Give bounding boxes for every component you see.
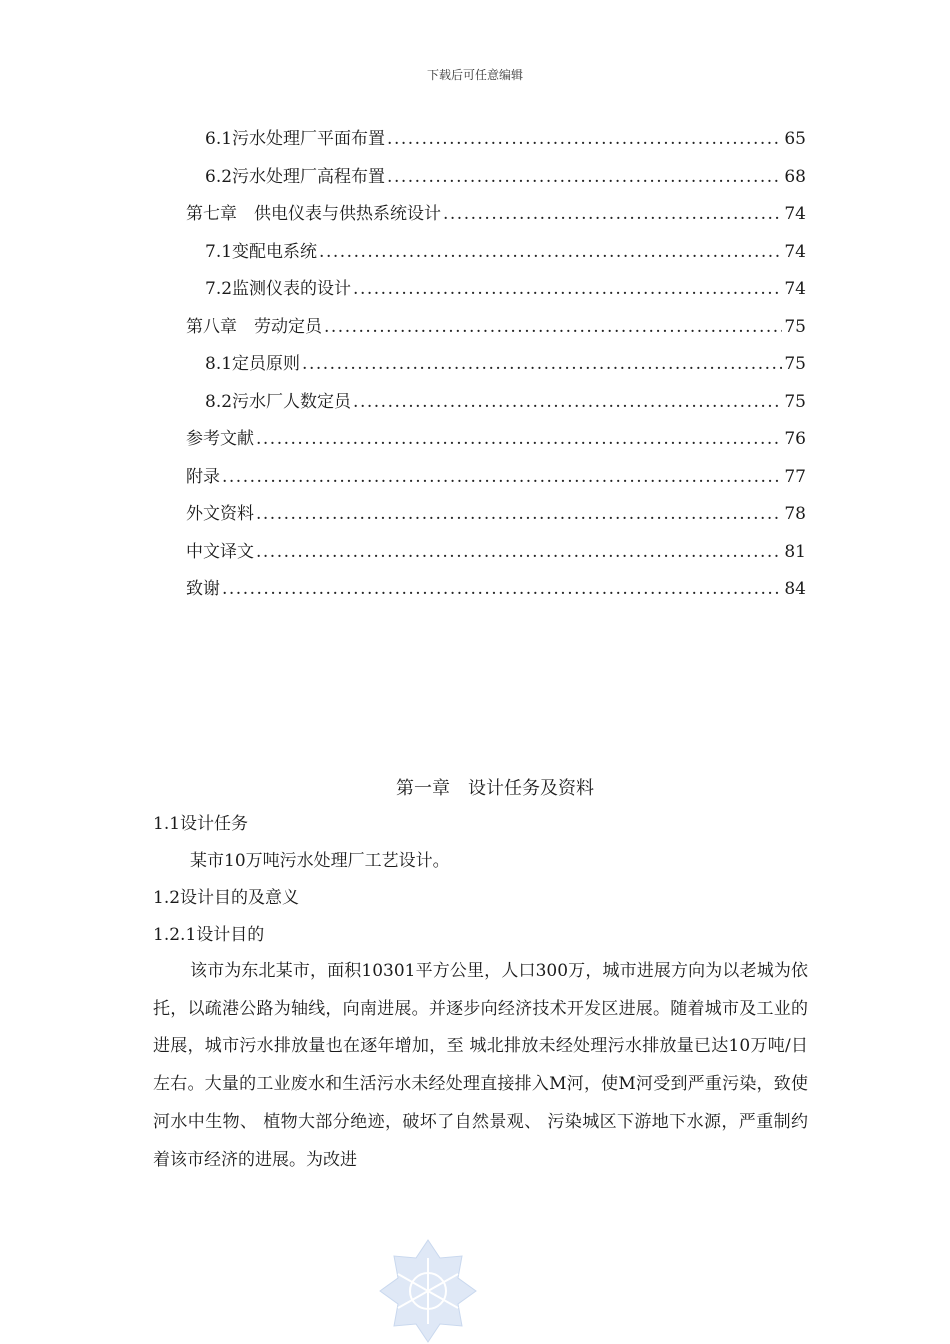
toc-entry-title: 附录 <box>186 466 220 487</box>
toc-entry-title: 8.2污水厂人数定员 <box>205 391 352 412</box>
toc-entry-title: 8.1定员原则 <box>205 354 301 374</box>
toc-entry[interactable] <box>186 124 806 162</box>
toc-entry-title: 6.1污水处理厂平面布置 <box>205 129 386 149</box>
toc-entry[interactable] <box>186 537 806 575</box>
chapter-title: 第一章 设计任务及资料 <box>396 778 594 799</box>
toc-leader-dots <box>324 317 782 337</box>
table-of-contents <box>186 124 806 612</box>
toc-leader-dots <box>443 204 782 224</box>
toc-leader-dots <box>222 579 782 599</box>
toc-leader-dots <box>256 542 782 562</box>
toc-leader-dots <box>302 354 782 374</box>
toc-entry[interactable] <box>186 424 806 462</box>
section-heading: 1.1设计任务 <box>153 814 249 834</box>
toc-leader-dots <box>353 392 782 412</box>
toc-entry-page: 76 <box>784 429 806 449</box>
chapter-content <box>153 812 808 1179</box>
toc-leader-dots <box>256 429 782 449</box>
toc-entry-title: 致谢 <box>186 579 220 599</box>
toc-entry-page: 78 <box>784 504 806 524</box>
toc-entry-page: 68 <box>784 166 806 187</box>
toc-entry[interactable] <box>186 499 806 537</box>
toc-leader-dots <box>256 504 782 524</box>
toc-entry-page: 74 <box>784 241 806 262</box>
toc-leader-dots <box>353 279 782 299</box>
toc-entry-page: 74 <box>784 204 806 224</box>
toc-entry[interactable] <box>186 574 806 612</box>
subsection-body: 该市为东北某市，面积10301平方公里，人口300万，城市进展方向为以老城为依托，以疏港公路为轴线，向南进展。并逐步向经济技术开发区进展。随着城市及工业的进展，城市污水排放量也在逐年增加，至 城北排放未经处理污水排放量已达10万吨/日左右。大量的工业废水和生活污水未经处理直接排入M河，使M河受到严重污染，致使河水中生物、 植物大部分绝迹，破坏了自然景观、 污染城区下游地下水源，严重制约着该市经济的进展。为改进 <box>153 961 808 1170</box>
toc-entry-title: 6.2污水处理厂高程布置 <box>205 166 386 187</box>
toc-entry-page: 75 <box>784 354 806 374</box>
toc-entry[interactable] <box>186 237 806 275</box>
toc-leader-dots <box>222 467 782 487</box>
toc-leader-dots <box>387 167 782 187</box>
toc-entry[interactable] <box>186 387 806 425</box>
toc-entry-page: 75 <box>784 391 806 412</box>
toc-entry[interactable] <box>186 312 806 350</box>
subsection-heading: 1.2.1设计目的 <box>153 925 265 945</box>
toc-entry-page: 81 <box>784 541 806 562</box>
toc-entry-title: 参考文献 <box>186 429 254 449</box>
toc-entry[interactable] <box>186 462 806 500</box>
toc-entry-title: 外文资料 <box>186 504 254 524</box>
toc-entry-title: 中文译文 <box>186 541 254 562</box>
toc-entry-page: 84 <box>784 579 806 599</box>
toc-entry-title: 7.1变配电系统 <box>205 241 318 262</box>
toc-entry-page: 74 <box>784 279 806 299</box>
toc-entry[interactable] <box>186 162 806 200</box>
snowflake-watermark-icon <box>378 1238 478 1344</box>
toc-entry-title: 第七章 供电仪表与供热系统设计 <box>186 204 441 224</box>
section-body: 某市10万吨污水处理厂工艺设计。 <box>190 851 450 871</box>
toc-entry-page: 65 <box>784 129 806 149</box>
toc-entry-page: 77 <box>784 466 806 487</box>
toc-entry-page: 75 <box>784 316 806 337</box>
page-header-note: 下载后可任意编辑 <box>426 68 523 82</box>
toc-entry-title: 7.2监测仪表的设计 <box>205 279 352 299</box>
toc-leader-dots <box>387 129 782 149</box>
toc-entry[interactable] <box>186 274 806 312</box>
toc-entry[interactable] <box>186 199 806 237</box>
section-heading: 1.2设计目的及意义 <box>153 888 300 908</box>
toc-leader-dots <box>319 242 782 262</box>
toc-entry[interactable] <box>186 349 806 387</box>
toc-entry-title: 第八章 劳动定员 <box>186 316 322 337</box>
